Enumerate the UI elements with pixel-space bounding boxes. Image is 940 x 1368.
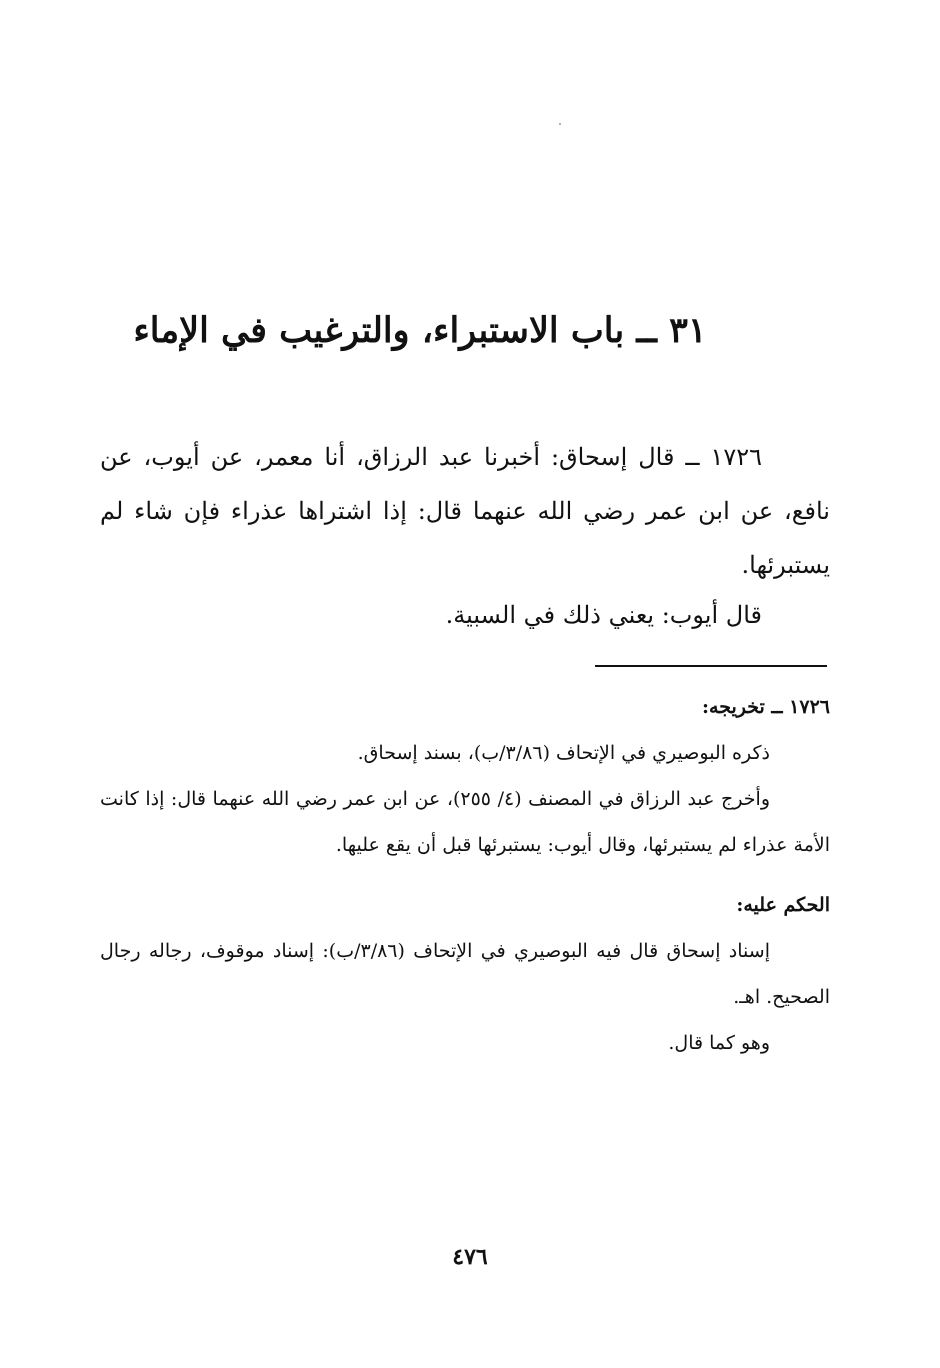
page-number: ٤٧٦: [452, 1244, 488, 1270]
ruling-heading: الحكم عليه:: [736, 894, 830, 916]
takhrij-line-2: وأخرج عبد الرزاق في المصنف (٤/ ٢٥٥)، عن ابن عمر رضي الله عنهما قال: إذا كانت الأمة عذراء لم يستبرئها، وقال أيوب: يستبرئها قبل أن يقع عليها.: [100, 788, 830, 856]
ruling-line-2: وهو كما قال.: [668, 1032, 770, 1054]
ayyub-comment: قال أيوب: يعني ذلك في السبية.: [445, 601, 762, 629]
ruling-section: [100, 882, 830, 1066]
takhrij-heading: ١٧٢٦ ــ تخريجه:: [702, 696, 830, 718]
scan-speck: [559, 123, 561, 125]
chapter-title: ٣١ ــ باب الاستبراء، والترغيب في الإماء: [133, 310, 707, 351]
takhrij-section: [100, 684, 830, 868]
footnote-separator: [595, 665, 827, 667]
takhrij-line-1: ذكره البوصيري في الإتحاف (٣/٨٦/ب)، بسند إسحاق.: [357, 742, 770, 764]
ayyub-comment-block: [100, 588, 830, 642]
hadith-text: ١٧٢٦ ــ قال إسحاق: أخبرنا عبد الرزاق، أنا معمر، عن أيوب، عن نافع، عن ابن عمر رضي الله عنهما قال: إذا اشتراها عذراء فإن شاء لم يستبرئها.: [100, 443, 830, 579]
hadith-block: [100, 430, 830, 592]
ruling-line-1: إسناد إسحاق قال فيه البوصيري في الإتحاف (٣/٨٦/ب): إسناد موقوف، رجاله رجال الصحيح. اهـ.: [100, 940, 830, 1008]
